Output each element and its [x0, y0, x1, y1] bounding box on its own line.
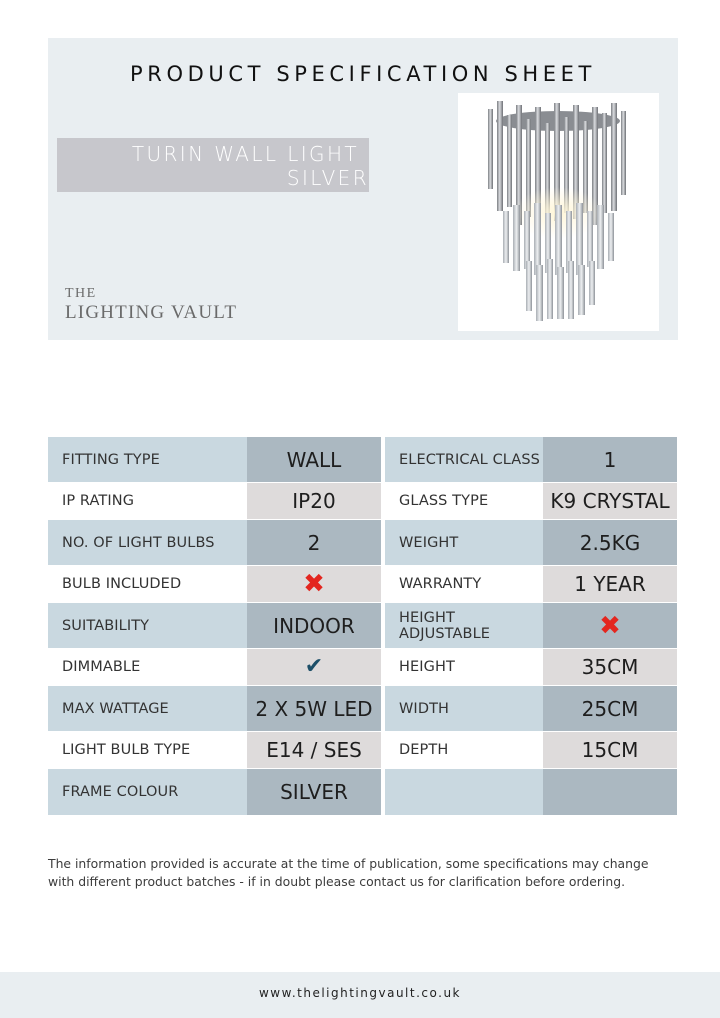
spec-value: 2.5KG — [543, 520, 677, 565]
spec-value: 2 — [247, 520, 381, 565]
disclaimer-note — [48, 855, 678, 890]
brand-line2: LIGHTING VAULT — [65, 302, 238, 323]
spec-value: INDOOR — [247, 603, 381, 648]
spec-value: WALL — [247, 437, 381, 482]
spec-value: 1 — [543, 437, 677, 482]
cross-icon: ✖ — [599, 610, 621, 641]
spec-value — [247, 649, 381, 685]
spec-label: WEIGHT — [385, 520, 543, 565]
spec-value: SILVER — [247, 769, 381, 815]
document-title: PRODUCT SPECIFICATION SHEET — [130, 62, 596, 86]
spec-label: MAX WATTAGE — [48, 686, 247, 731]
header-panel — [48, 38, 678, 340]
spec-value: 15CM — [543, 732, 677, 768]
spec-label: IP RATING — [48, 483, 247, 519]
spec-value: 25CM — [543, 686, 677, 731]
spec-value — [247, 566, 381, 602]
disclaimer-line1: The information provided is accurate at the time of publication, some specifications may change — [48, 856, 649, 871]
product-name-band — [57, 138, 369, 192]
spec-value: E14 / SES — [247, 732, 381, 768]
cross-icon: ✖ — [303, 569, 325, 599]
spec-label: FITTING TYPE — [48, 437, 247, 482]
spec-value: 2 X 5W LED — [247, 686, 381, 731]
footer-bar — [0, 972, 720, 1018]
spec-label: SUITABILITY — [48, 603, 247, 648]
spec-label: ELECTRICAL CLASS — [385, 437, 543, 482]
spec-label: FRAME COLOUR — [48, 769, 247, 815]
spec-value: IP20 — [247, 483, 381, 519]
spec-value — [543, 769, 677, 815]
spec-value: 1 YEAR — [543, 566, 677, 602]
spec-label: NO. OF LIGHT BULBS — [48, 520, 247, 565]
product-name-line1: TURIN WALL LIGHT — [131, 142, 359, 166]
spec-label: LIGHT BULB TYPE — [48, 732, 247, 768]
disclaimer-line2: with different product batches - if in doubt please contact us for clarification before ordering. — [48, 873, 626, 889]
wall-light-image — [458, 93, 659, 331]
spec-label: WIDTH — [385, 686, 543, 731]
spec-label: DIMMABLE — [48, 649, 247, 685]
spec-label — [385, 769, 543, 815]
brand-logo — [65, 285, 237, 324]
product-name-line2: SILVER — [286, 166, 369, 190]
spec-value — [543, 603, 677, 648]
spec-value: 35CM — [543, 649, 677, 685]
footer-website-link[interactable]: www.thelightingvault.co.uk — [258, 986, 461, 1000]
brand-line1: THE — [65, 286, 97, 301]
spec-label: DEPTH — [385, 732, 543, 768]
spec-label: HEIGHT ADJUSTABLE — [385, 603, 543, 648]
spec-label: BULB INCLUDED — [48, 566, 247, 602]
spec-label: GLASS TYPE — [385, 483, 543, 519]
spec-value: K9 CRYSTAL — [543, 483, 677, 519]
check-icon: ✔ — [304, 654, 324, 679]
spec-label: HEIGHT — [385, 649, 543, 685]
spec-label: WARRANTY — [385, 566, 543, 602]
product-photo — [458, 93, 659, 331]
